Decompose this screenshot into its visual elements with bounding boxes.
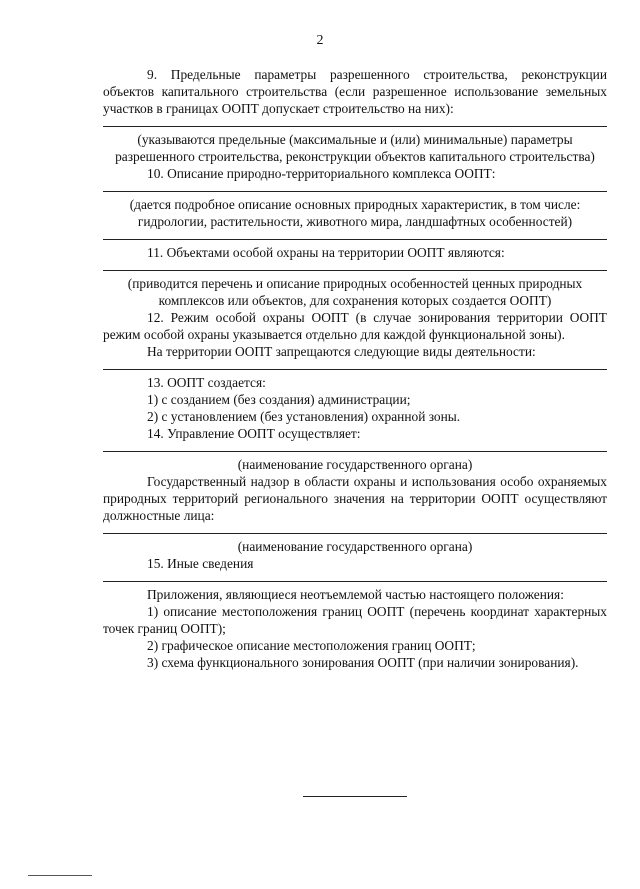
end-separator — [303, 796, 407, 797]
section-12-text: 12. Режим особой охраны ООПТ (в случае зонирования территории ООПТ режим особой охраны указывается отдельно для каждой функциональной зоны). — [103, 310, 607, 342]
section-13-item-2: 2) с установлением (без установления) охранной зоны. — [147, 409, 461, 424]
section-11-note: (приводится перечень и описание природных особенностей ценных природных комплексов или объектов, для сохранения которых создается ООПТ) — [127, 276, 583, 308]
supervision-note: (наименование государственного органа) — [237, 539, 473, 554]
section-15-text: 15. Иные сведения — [147, 556, 254, 571]
section-10-text: 10. Описание природно-территориального комплекса ООПТ: — [147, 166, 496, 181]
fill-line — [103, 191, 607, 192]
appendix-intro: Приложения, являющиеся неотъемлемой частью настоящего положения: — [147, 587, 564, 602]
appendix-item-3: 3) схема функционального зонирования ООПТ (при наличии зонирования). — [147, 655, 579, 670]
section-9-text: 9. Предельные параметры разрешенного строительства, реконструкции объектов капитального строительства (если разрешенное использование земельных участков в границах ООПТ допускает строительство на них): — [103, 67, 607, 116]
section-14-note: (наименование государственного органа) — [237, 457, 473, 472]
section-9-note: (указываются предельные (максимальные и (или) минимальные) параметры разрешенного строительства, реконструкции объектов капитального строительства) — [115, 132, 595, 164]
fill-line — [103, 126, 607, 127]
fill-line — [103, 533, 607, 534]
supervision-text: Государственный надзор в области охраны и использования особо охраняемых природных территорий регионального значения на территории ООПТ осуществляют должностные лица: — [103, 474, 607, 523]
section-10-note: (дается подробное описание основных природных характеристик, в том числе: гидрологии, растительности, животного мира, ландшафтных особенностей) — [129, 197, 581, 229]
fill-line — [103, 451, 607, 452]
fill-line — [103, 239, 607, 240]
appendix-item-2: 2) графическое описание местоположения границ ООПТ; — [147, 638, 476, 653]
section-12-prohibited: На территории ООПТ запрещаются следующие виды деятельности: — [147, 344, 536, 359]
section-11-text: 11. Объектами особой охраны на территории ООПТ являются: — [147, 245, 505, 260]
page-number: 2 — [316, 33, 324, 48]
footnote-separator — [28, 875, 92, 876]
section-13-text: 13. ООПТ создается: — [147, 375, 266, 390]
section-14-text: 14. Управление ООПТ осуществляет: — [147, 426, 361, 441]
appendix-item-1: 1) описание местоположения границ ООПТ (перечень координат характерных точек границ ООПТ); — [103, 604, 607, 636]
fill-line — [103, 270, 607, 271]
section-13-item-1: 1) с созданием (без создания) администрации; — [147, 392, 411, 407]
fill-line — [103, 369, 607, 370]
fill-line — [103, 581, 607, 582]
document-body — [103, 66, 607, 671]
